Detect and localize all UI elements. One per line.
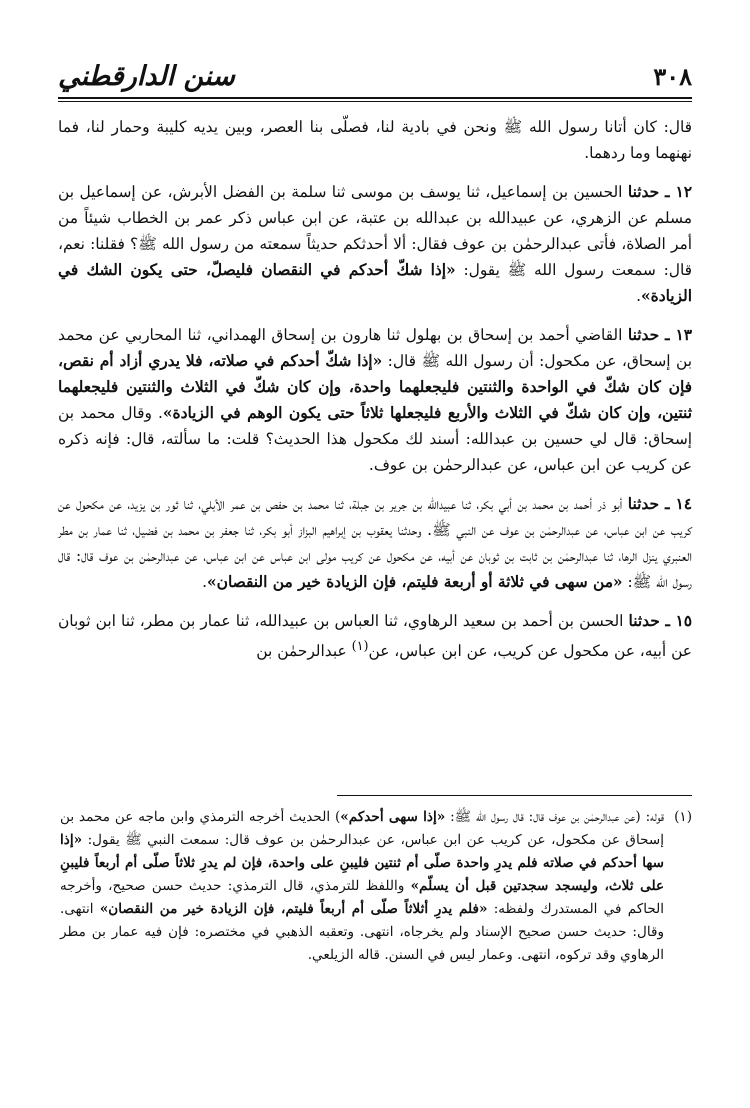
footnote-text-2: ) الحديث أخرجه الترمذي وابن ماجه عن محمد بن إسحاق عن مكحول، عن كريب عن ابن عباس، عن عبدالرحمٰن بن عوف قال: سمعت النبي ﷺ يقول: xyxy=(60,809,665,848)
hadith-14 xyxy=(58,491,692,595)
footnote-body xyxy=(60,806,664,967)
footnote-number: (١) xyxy=(674,809,692,825)
hadith-12-lead: ١٢ ـ حدثنا xyxy=(627,183,693,201)
hadith-13-matn: «إذا شكّ أحدكم في صلاته، فلا يدري أزاد أم نقص، فإن كان شكّ في الواحدة والثنتين فليجعلهما واحدة، وإن كان شكّ في الثلاث والثنتين فليجعلهما ثنتين، وإن كان شكّ في الثلاث والأربع فليجعلها ثلاثاً حتى يكون الوهم في الزيادة» xyxy=(58,352,692,422)
book-title: سنن الدارقطني xyxy=(58,61,235,92)
paragraph-intro: قال: كان أتانا رسول الله ﷺ ونحن في بادية لنا، فصلّى بنا العصر، وبين يديه كليبة وحمار لنا، فما نهنهما وما ردهما. xyxy=(58,118,692,162)
hadith-12 xyxy=(58,179,692,309)
hadith-14-isnad: أبو ذر أحمد بن محمد بن أبي بكر، ثنا عبيدالله بن جرير بن جبلة، ثنا محمد بن حفص بن عمر الأبلي، ثنا ثور بن يزيد، عن مكحول عن كريب عن ابن عباس، عن عبدالرحمٰن بن عوف عن النبي ﷺ. وحدثنا يعقوب بن إبراهيم البزاز أبو بكر، ثنا جعفر بن محمد بن فضيل، ثنا عمار بن مطر العنبري ينزل الرها، ثنا عبدالرحمٰن بن ثابت بن ثوبان عن أبيه، عن مكحول عن كريب مولى ابن عباس عن ابن عباس، عن عبدالرحمٰن بن عوف قال: قال رسول الله ﷺ: xyxy=(58,495,692,591)
page-number: ٣٠٨ xyxy=(653,62,692,91)
hadith-15 xyxy=(58,608,692,664)
hadith-13-lead: ١٣ ـ حدثنا xyxy=(627,326,693,344)
hadith-13-isnad: القاضي أحمد بن إسحاق بن بهلول ثنا هارون بن إسحاق الهمداني، ثنا المحاربي عن محمد بن إسحاق، عن مكحول: أن رسول الله ﷺ قال: xyxy=(58,326,692,370)
hadith-14-end: . xyxy=(202,573,208,591)
footnote-text-4: انتهى. وقال: حديث حسن صحيح الإسناد ولم يخرجاه، انتهى. وتعقبه الذهبي في مختصره: فإن فيه عمار بن مطر الرهاوي وقد تركوه، انتهى. وعمار ليس في السنن. قاله الزيلعي. xyxy=(60,901,665,963)
footnote-quote-2: «إذا سها أحدكم في صلاته فلم يدرِ واحدة صلّى أم ثنتين فليبنِ على واحدة، فإن لم يدرِ ثلاثاً صلّى أم أربعاً فليبنِ على ثلاث، وليسجد سجدتين قبل أن يسلّم» xyxy=(60,832,665,894)
hadith-12-isnad: الحسين بن إسماعيل، ثنا يوسف بن موسى ثنا سلمة بن الفضل الأبرش، عن إسماعيل بن مسلم عن الزهري، عن عبيدالله بن عبدالله بن عتبة، عن ابن عباس ذكر عمر بن الخطاب شيئاً من أمر الصلاة، فأتى عبدالرحمٰن بن عوف فقال: ألا أحدثكم حديثاً سمعته من رسول الله ﷺ؟ فقلنا: نعم، قال: سمعت رسول الله ﷺ يقول: xyxy=(58,183,692,279)
footnote-separator xyxy=(337,795,692,796)
hadith-14-lead: ١٤ ـ حدثنا xyxy=(627,495,693,513)
hadith-12-end: . xyxy=(636,287,642,305)
hadith-12-matn: «إذا شكّ أحدكم في النقصان فليصلّ، حتى يكون الشك في الزيادة» xyxy=(58,261,692,305)
hadith-15-isnad: الحسن بن أحمد بن سعيد الرهاوي، ثنا العباس بن عبيدالله، ثنا عمار بن مطر، ثنا ابن ثوبان عن أبيه، عن مكحول عن كريب، عن ابن عباس، عن xyxy=(58,612,692,661)
hadith-15-isnad-cont: عبدالرحمٰن بن xyxy=(256,642,352,661)
hadith-13 xyxy=(58,322,692,478)
footnote-quote-3: «فلم يدرِ أثلاثاً صلّى أم أربعاً فليتم، فإن الزيادة خير من النقصان» xyxy=(99,901,488,917)
hadith-14-matn: «من سهى في ثلاثة أو أربعة فليتم، فإن الزيادة خير من النقصان» xyxy=(207,573,623,591)
hadith-13-comment: . وقال محمد بن إسحاق: قال لي حسين بن عبدالله: أسند لك مكحول هذا الحديث؟ قلت: ما سألته، قال: فإنه ذكره عن كريب عن ابن عباس، عن عبدالرحمٰن بن عوف. xyxy=(58,404,692,474)
footnote-reference[interactable]: (١) xyxy=(351,639,369,654)
hadith-15-lead: ١٥ ـ حدثنا xyxy=(628,612,692,630)
main-text xyxy=(58,114,692,677)
footnote xyxy=(60,806,692,967)
page-header xyxy=(58,60,692,104)
footnote-text-1: قوله: (عن عبدالرحمٰن بن عوف قال: قال رسول الله ﷺ: xyxy=(445,809,665,825)
footnote-quote-1: «إذا سهى أحدكم» xyxy=(340,809,446,825)
header-rule xyxy=(58,97,692,102)
footnote-text-3: واللفظ للترمذي، قال الترمذي: حديث حسن صحيح، وأخرجه الحاكم في المستدرك ولفظه: xyxy=(60,878,665,917)
